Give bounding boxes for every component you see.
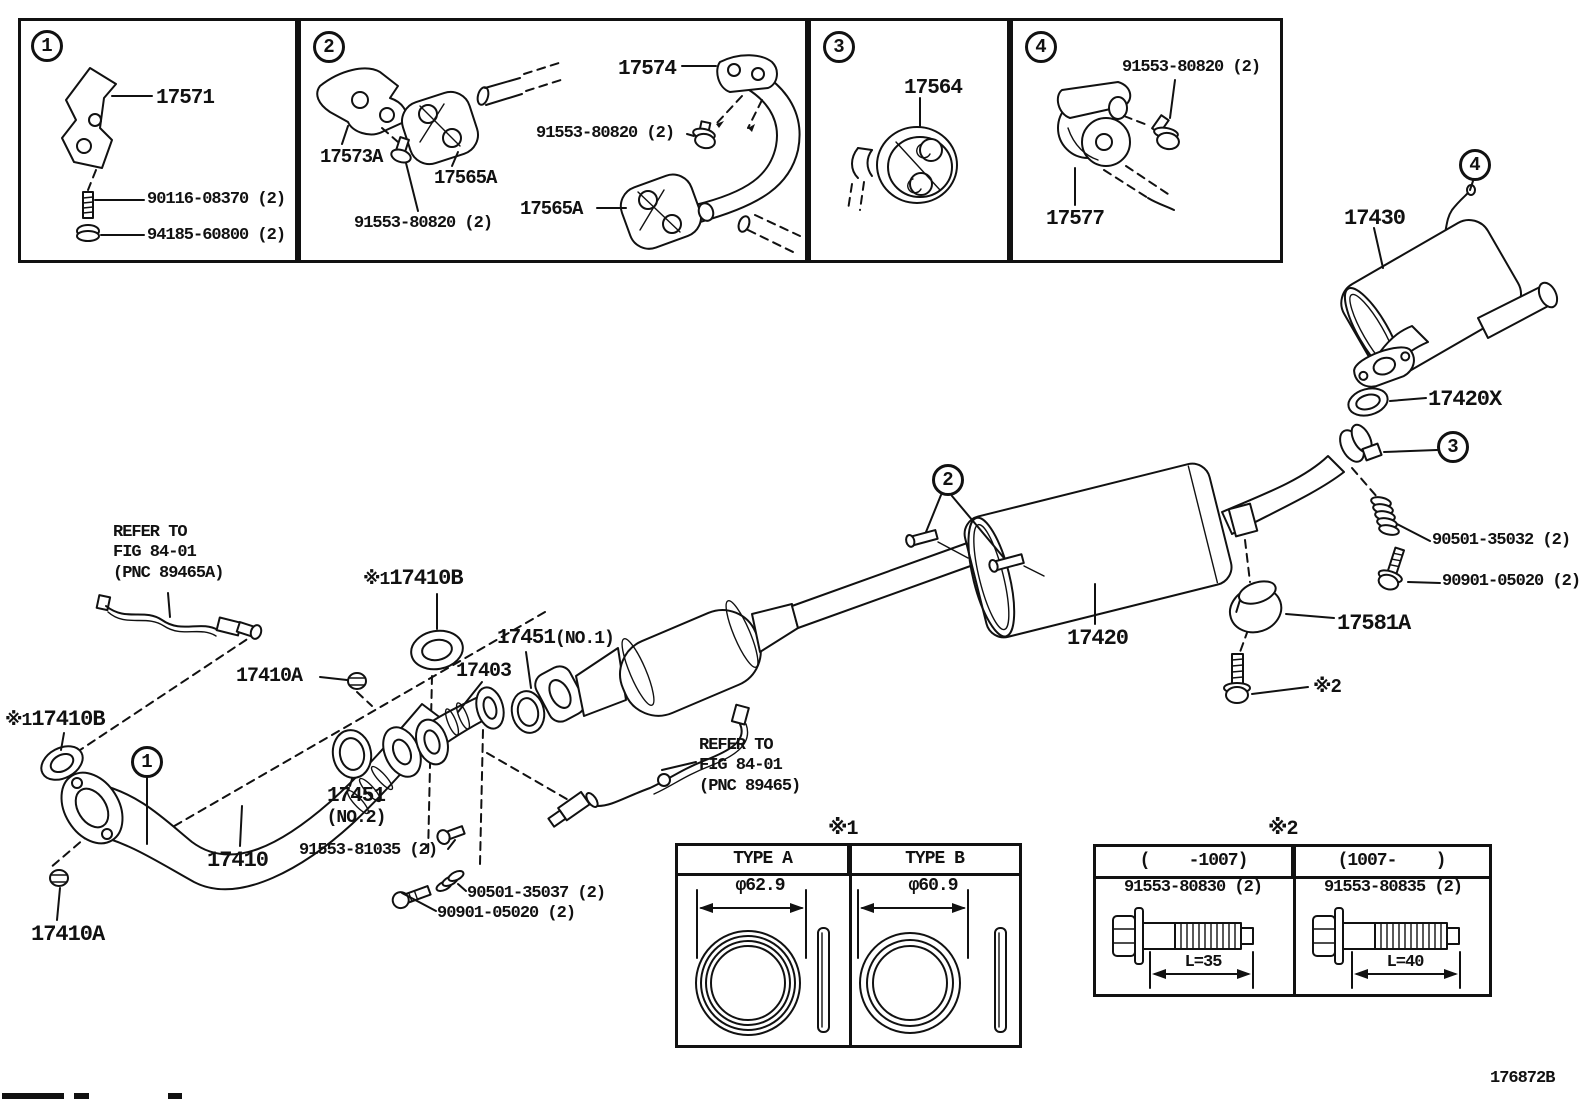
spring-90501-35037-drawing: [435, 869, 466, 893]
center-muffler-17420-drawing: [905, 422, 1437, 642]
callout-1-main: 1: [131, 746, 163, 778]
part-label-91553-81035: 91553-81035 (2): [299, 841, 438, 860]
type-table-mark: ※1: [828, 818, 858, 841]
part-label-mark2: ※2: [1313, 676, 1341, 698]
bolt-part-b: 91553-80835 (2): [1323, 878, 1463, 897]
insulator-17581A-drawing: [1223, 577, 1334, 639]
part-label-17571: 17571: [156, 87, 215, 110]
bolt-length-a: L=35: [1184, 953, 1222, 972]
refer-note-front: REFER TO FIG 84-01 (PNC 89465A): [113, 523, 224, 583]
bolt-table: [1093, 844, 1492, 997]
part-label-17573A: 17573A: [320, 146, 383, 168]
footer-crop-marks: [2, 1093, 182, 1099]
part-label-17565A-rear: 17565A: [520, 198, 583, 220]
part-label-90501-35037: 90501-35037 (2): [467, 884, 606, 903]
bolt-table-mark: ※2: [1268, 818, 1298, 841]
callout-4-main: 4: [1459, 149, 1491, 181]
callout-2-main: 2: [932, 464, 964, 496]
bolt-length-b: L=40: [1386, 953, 1424, 972]
bolt-table-divider: [1293, 847, 1296, 994]
part-label-94185-60800: 94185-60800 (2): [147, 226, 286, 245]
part-label-90116-08370: 90116-08370 (2): [147, 190, 286, 209]
part-label-17420: 17420: [1067, 626, 1129, 651]
gasket-17420X-drawing: [1345, 384, 1426, 419]
part-label-91553-80820-rear: 91553-80820 (2): [536, 124, 675, 143]
figure-code: 176872B: [1490, 1069, 1555, 1088]
part-label-17577: 17577: [1046, 208, 1105, 231]
inset-3-number: 3: [823, 31, 855, 63]
part-label-17451-no1: 17451(NO.1): [497, 627, 614, 650]
callout-3-main: 3: [1437, 431, 1469, 463]
part-label-17410A-mid: 17410A: [236, 665, 303, 688]
refer-note-center: REFER TO FIG 84-01 (PNC 89465): [699, 736, 801, 796]
part-label-17451-no2-sub: (NO.2): [326, 808, 386, 828]
type-b-header: TYPE B: [847, 846, 1019, 873]
part-label-90901-05020-rear: 90901-05020 (2): [1442, 572, 1581, 591]
part-label-91553-80820-front: 91553-80820 (2): [354, 214, 493, 233]
type-b-diameter: φ60.9: [908, 876, 958, 896]
bolt-part-a: 91553-80830 (2): [1123, 878, 1263, 897]
part-label-17410B-front: ※117410B: [5, 707, 105, 732]
part-label-17410B-mid: ※117410B: [363, 566, 463, 591]
type-table: [675, 843, 1022, 1048]
part-label-17565A-front: 17565A: [434, 167, 497, 189]
nut-17410A-mid-drawing: [320, 673, 366, 689]
part-label-17430: 17430: [1344, 206, 1406, 231]
type-a-diameter: φ62.9: [735, 876, 785, 896]
inset-2-number: 2: [313, 31, 345, 63]
inset-1-number: 1: [31, 30, 63, 62]
bolt-era-a-header: ( -1007): [1139, 851, 1248, 871]
bolt-91553-81035-drawing: [436, 823, 466, 849]
spring-90501-35032-drawing: [1370, 496, 1430, 541]
part-label-90501-35032: 90501-35032 (2): [1432, 531, 1571, 550]
bolt-90901-05020-front-drawing: [390, 882, 436, 911]
part-label-91553-80820-box4: 91553-80820 (2): [1122, 58, 1261, 77]
part-label-17410A-front: 17410A: [31, 922, 105, 947]
part-label-90901-05020-front: 90901-05020 (2): [437, 904, 576, 923]
oxygen-sensor-front-drawing: [97, 593, 263, 640]
type-a-header: TYPE A: [733, 849, 792, 869]
part-label-17564: 17564: [904, 77, 963, 100]
part-label-17410: 17410: [207, 848, 269, 873]
inset-4-number: 4: [1025, 31, 1057, 63]
nut-17410A-front-drawing: [50, 870, 68, 920]
bolt-90901-05020-rear-drawing: [1375, 545, 1440, 592]
part-label-17403: 17403: [456, 660, 512, 683]
bolt-era-b-header: (1007- ): [1291, 847, 1489, 876]
part-label-17451-no2: 17451: [326, 785, 385, 808]
bolt-mark2-drawing: [1224, 654, 1308, 703]
part-label-17574: 17574: [618, 58, 677, 81]
part-label-17420X: 17420X: [1428, 387, 1502, 412]
part-label-17581A: 17581A: [1337, 611, 1411, 636]
